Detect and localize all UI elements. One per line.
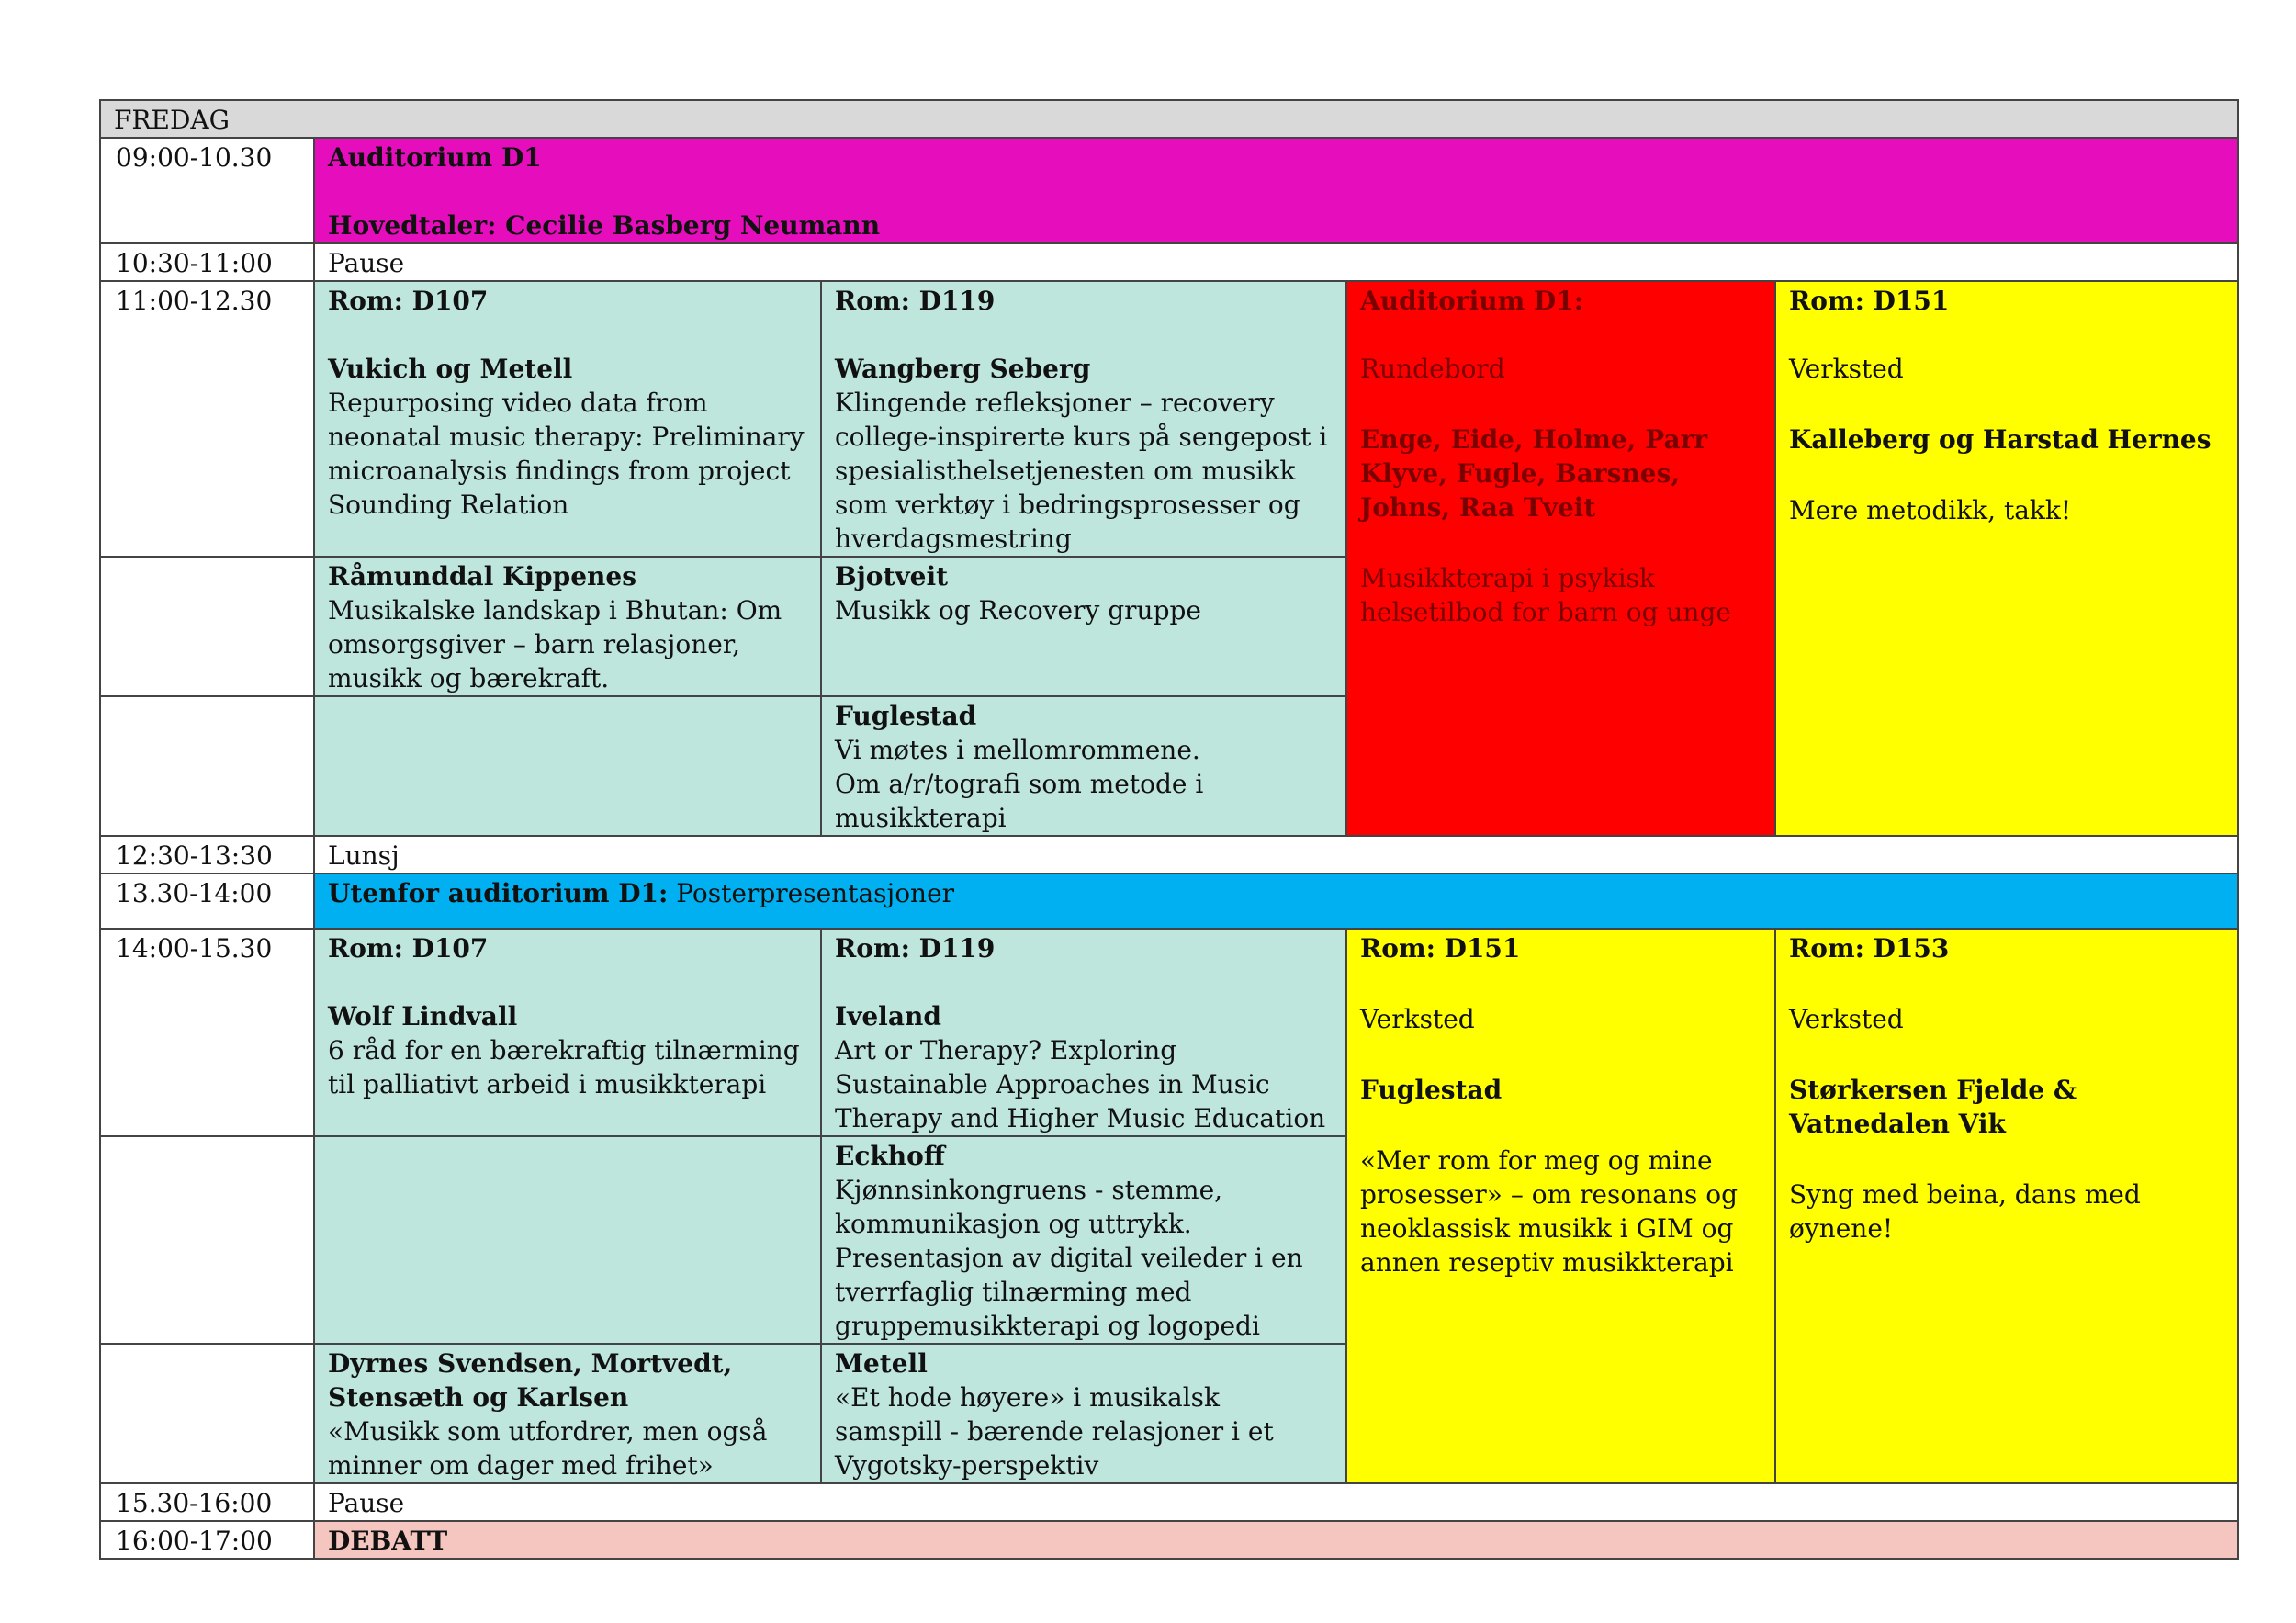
presentation-title: Musikkterapi i psykisk helsetilbod for barn og unge — [1360, 563, 1731, 627]
day-header — [100, 100, 2238, 138]
presentation-authors: Bjotveit — [835, 561, 949, 592]
presentation-title: «Mer rom for meg og mine prosesser» – om resonans og neoklassisk musikk i GIM og annen reseptiv musikkterapi — [1360, 1145, 1739, 1278]
presentation-cell-empty — [314, 696, 821, 836]
presentation-cell — [314, 929, 821, 1136]
time-label: 09:00-10.30 — [116, 142, 273, 173]
presentation-title: Om a/r/tografi som metode i musikkterapi — [835, 769, 1204, 833]
presentation-authors: Størkersen Fjelde & Vatnedalen Vik — [1789, 1075, 2077, 1139]
presentation-cell — [314, 281, 821, 557]
time-cell — [100, 557, 314, 696]
presentation-title: Art or Therapy? Exploring Sustainable Approaches in Music Therapy and Higher Music Education — [835, 1035, 1326, 1133]
presentation-cell — [821, 1344, 1346, 1483]
session-room: Rom: D153 — [1789, 933, 1950, 964]
lunch-label: Lunsj — [328, 840, 400, 871]
time-cell — [100, 138, 314, 243]
roundtable-session — [1346, 281, 1775, 836]
presentation-authors: Råmunddal Kippenes — [328, 561, 636, 592]
presentation-title: «Musikk som utfordrer, men også minner om dager med frihet» — [328, 1416, 768, 1481]
session-format: Rundebord — [1360, 354, 1505, 384]
presentation-title: Mere metodikk, takk! — [1789, 495, 2072, 525]
presentation-authors: Wangberg Seberg — [835, 354, 1091, 384]
pause-row — [314, 243, 2238, 281]
time-cell — [100, 873, 314, 929]
session-room: Auditorium D1: — [1360, 286, 1584, 316]
session-room: Rom: D107 — [328, 933, 489, 964]
time-cell — [100, 1521, 314, 1559]
time-cell — [100, 929, 314, 1136]
time-label: 15.30-16:00 — [116, 1488, 273, 1518]
pause-label: Pause — [328, 1488, 405, 1518]
time-label: 16:00-17:00 — [116, 1526, 273, 1556]
workshop-session — [1775, 281, 2238, 836]
time-cell — [100, 836, 314, 873]
presentation-cell — [821, 696, 1346, 836]
time-label: 12:30-13:30 — [116, 840, 273, 871]
presentation-title: Presentasjon av digital veileder i en tverrfaglig tilnærming med gruppemusikkterapi og logopedi — [835, 1243, 1303, 1341]
time-cell — [100, 1344, 314, 1483]
presentation-authors: Iveland — [835, 1001, 941, 1031]
time-cell — [100, 1136, 314, 1344]
time-label: 11:00-12.30 — [116, 286, 273, 316]
presentation-authors: Enge, Eide, Holme, Parr Klyve, Fugle, Barsnes, Johns, Raa Tveit — [1360, 424, 1708, 523]
presentation-title: Kjønnsinkongruens - stemme, kommunikasjon og uttrykk. — [835, 1175, 1223, 1239]
session-room: Rom: D119 — [835, 286, 996, 316]
time-label: 10:30-11:00 — [116, 248, 273, 278]
presentation-title: Syng med beina, dans med øynene! — [1789, 1179, 2141, 1244]
time-cell — [100, 1483, 314, 1521]
presentation-authors: Eckhoff — [835, 1141, 945, 1171]
presentation-authors: Vukich og Metell — [328, 354, 573, 384]
presentation-cell — [314, 557, 821, 696]
pause-row — [314, 1483, 2238, 1521]
presentation-title: Musikalske landskap i Bhutan: Om omsorgsgiver – barn relasjoner, musikk og bærekraft. — [328, 595, 782, 693]
presentation-cell — [821, 929, 1346, 1136]
debate-label: DEBATT — [328, 1526, 448, 1556]
presentation-cell — [821, 557, 1346, 696]
presentation-authors: Kalleberg og Harstad Hernes — [1789, 424, 2212, 455]
poster-session — [314, 873, 2238, 929]
presentation-cell — [821, 1136, 1346, 1344]
schedule-table — [99, 99, 2239, 1560]
session-format: Verksted — [1360, 1004, 1475, 1034]
presentation-title: Klingende refleksjoner – recovery college-inspirerte kurs på sengepost i spesialisthelsetjenesten om musikk som verktøy i bedringsprosesser og hverdagsmestring — [835, 388, 1328, 554]
debate-row — [314, 1521, 2238, 1559]
presentation-title: Repurposing video data from neonatal music therapy: Preliminary microanalysis findings from project Sounding Relation — [328, 388, 805, 520]
workshop-session — [1775, 929, 2238, 1483]
presentation-authors: Fuglestad — [835, 701, 977, 731]
pause-label: Pause — [328, 248, 405, 278]
presentation-authors: Fuglestad — [1360, 1075, 1503, 1105]
presentation-cell — [314, 1344, 821, 1483]
presentation-authors: Wolf Lindvall — [328, 1001, 518, 1031]
session-room: Auditorium D1 — [328, 142, 542, 173]
presentation-title: Vi møtes i mellomrommene. — [835, 735, 1200, 765]
time-cell — [100, 696, 314, 836]
session-format: Verksted — [1789, 354, 1904, 384]
presentation-title: «Et hode høyere» i musikalsk samspill - bærende relasjoner i et Vygotsky-perspektiv — [835, 1382, 1274, 1481]
keynote-session — [314, 138, 2238, 243]
presentation-title: 6 råd for en bærekraftig tilnærming til palliativt arbeid i musikkterapi — [328, 1035, 800, 1099]
day-label: FREDAG — [114, 105, 230, 135]
session-room: Rom: D151 — [1360, 933, 1521, 964]
session-room: Rom: D107 — [328, 286, 489, 316]
time-label: 13.30-14:00 — [116, 878, 273, 908]
session-format: Verksted — [1789, 1004, 1904, 1034]
presentation-authors: Metell — [835, 1348, 928, 1379]
session-room: Rom: D151 — [1789, 286, 1950, 316]
presentation-cell — [821, 281, 1346, 557]
presentation-title: Musikk og Recovery gruppe — [835, 595, 1201, 626]
time-label: 14:00-15.30 — [116, 933, 273, 964]
workshop-session — [1346, 929, 1775, 1483]
poster-location: Utenfor auditorium D1: — [328, 878, 669, 908]
session-room: Rom: D119 — [835, 933, 996, 964]
presentation-authors: Dyrnes Svendsen, Mortvedt, Stensæth og Karlsen — [328, 1348, 733, 1413]
time-cell — [100, 243, 314, 281]
keynote-speaker: Hovedtaler: Cecilie Basberg Neumann — [328, 210, 881, 241]
time-cell — [100, 281, 314, 557]
presentation-cell-empty — [314, 1136, 821, 1344]
lunch-row — [314, 836, 2238, 873]
poster-label: Posterpresentasjoner — [676, 878, 955, 908]
